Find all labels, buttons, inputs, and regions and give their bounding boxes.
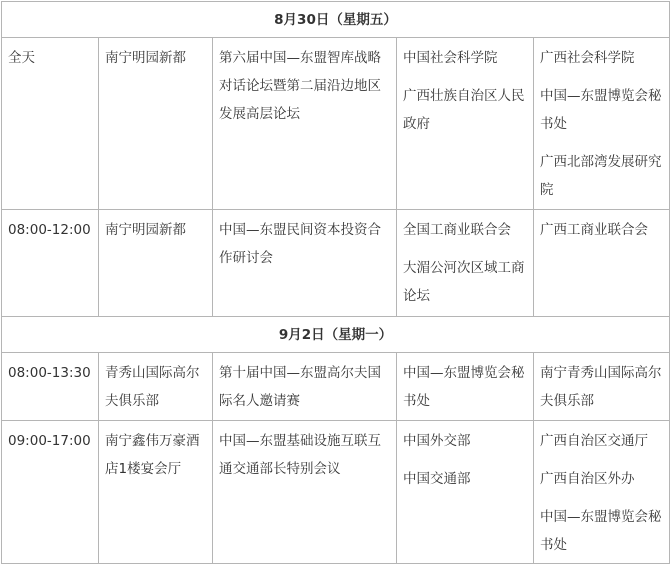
host-item: 全国工商业联合会 [403, 222, 511, 238]
host-cell [397, 210, 534, 317]
schedule-table [1, 1, 670, 564]
organizer-item: 广西工商业联合会 [540, 222, 648, 238]
organizer-item: 中国—东盟博览会秘书处 [540, 88, 662, 132]
host-item: 中国交通部 [403, 471, 471, 487]
table-row [2, 38, 670, 210]
time-cell: 08:00-12:00 [2, 210, 99, 317]
host-item: 中国外交部 [403, 433, 471, 449]
time-cell: 08:00-13:30 [2, 353, 99, 421]
organizer-cell [534, 210, 670, 317]
host-cell [397, 421, 534, 564]
venue-cell: 南宁明园新都 [99, 210, 213, 317]
venue-cell: 南宁鑫伟万豪酒店1楼宴会厅 [99, 421, 213, 564]
table-row [2, 353, 670, 421]
organizer-cell [534, 421, 670, 564]
venue-cell: 南宁明园新都 [99, 38, 213, 210]
date-header-row [2, 2, 670, 38]
organizer-item: 中国—东盟博览会秘书处 [540, 509, 662, 553]
host-cell [397, 38, 534, 210]
event-cell: 中国—东盟民间资本投资合作研讨会 [213, 210, 397, 317]
organizer-item: 广西北部湾发展研究院 [540, 154, 662, 198]
organizer-item: 广西自治区外办 [540, 471, 635, 487]
host-item: 中国社会科学院 [403, 50, 498, 66]
event-cell: 中国—东盟基础设施互联互通交通部长特别会议 [213, 421, 397, 564]
organizer-cell [534, 38, 670, 210]
event-cell: 第六届中国—东盟智库战略对话论坛暨第二届沿边地区发展高层论坛 [213, 38, 397, 210]
organizer-item: 广西社会科学院 [540, 50, 635, 66]
date-header-row [2, 317, 670, 353]
host-item: 大湄公河次区域工商论坛 [403, 260, 525, 304]
event-cell: 第十届中国—东盟高尔夫国际名人邀请赛 [213, 353, 397, 421]
table-row [2, 210, 670, 317]
table-row [2, 421, 670, 564]
time-cell: 全天 [2, 38, 99, 210]
organizer-item: 南宁青秀山国际高尔夫俱乐部 [540, 365, 662, 409]
host-item: 中国—东盟博览会秘书处 [403, 365, 525, 409]
venue-cell: 青秀山国际高尔夫俱乐部 [99, 353, 213, 421]
host-cell [397, 353, 534, 421]
organizer-item: 广西自治区交通厅 [540, 433, 648, 449]
host-item: 广西壮族自治区人民政府 [403, 88, 525, 132]
time-cell: 09:00-17:00 [2, 421, 99, 564]
date-header: 8月30日（星期五） [2, 2, 670, 38]
organizer-cell [534, 353, 670, 421]
date-header: 9月2日（星期一） [2, 317, 670, 353]
